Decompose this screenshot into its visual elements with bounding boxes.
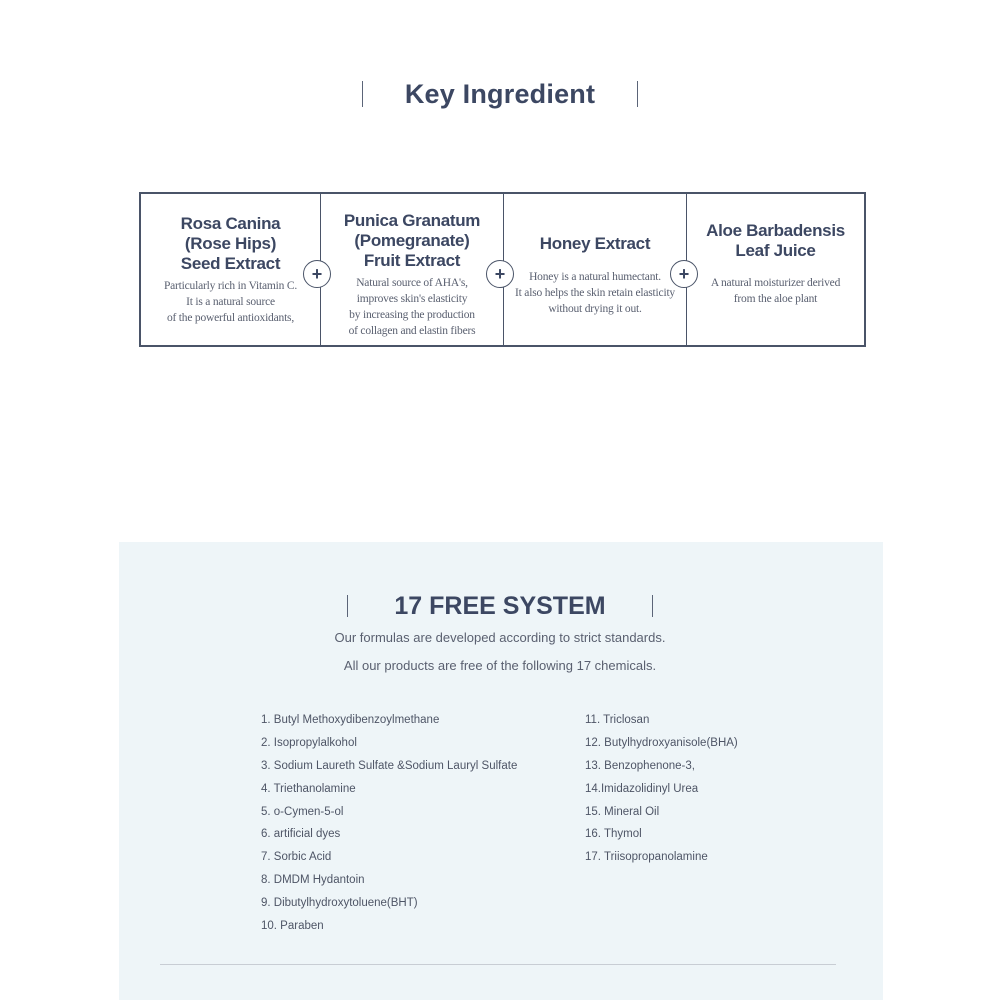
ingredient-name-line: (Rose Hips) <box>184 234 277 253</box>
ingredient-desc-line: Particularly rich in Vitamin C. <box>163 280 298 292</box>
list-item: 11. Triclosan <box>585 714 650 726</box>
heading-divider-right <box>637 81 638 107</box>
list-item: 8. DMDM Hydantoin <box>261 874 365 887</box>
ingredient-name <box>344 211 480 271</box>
ingredient-desc-line: of collagen and elastin fibers <box>348 325 476 337</box>
ingredient-name-line: Leaf Juice <box>735 241 816 260</box>
list-item: 14.Imidazolidinyl Urea <box>585 782 699 795</box>
ingredient-rosa-canina <box>141 194 320 345</box>
heading-divider-left <box>347 595 348 617</box>
key-ingredient-title: Key Ingredient <box>404 78 596 109</box>
ingredient-aloe-barbadensis <box>686 194 864 345</box>
ingredient-name-line: Punica Granatum <box>343 211 481 230</box>
ingredient-name-line: Honey Extract <box>539 234 651 253</box>
ingredient-desc-line: It is a natural source <box>186 296 275 308</box>
ingredient-punica-granatum <box>320 194 503 345</box>
chemical-list-right <box>585 709 738 869</box>
ingredients-box <box>139 192 866 347</box>
list-item: 3. Sodium Laureth Sulfate &Sodium Lauryl Sulfate <box>261 759 518 772</box>
ingredient-name-line: Aloe Barbadensis <box>706 221 845 240</box>
ingredient-name-line: Seed Extract <box>180 254 281 273</box>
ingredient-desc-line: It also helps the skin retain elasticity <box>515 287 675 299</box>
chemical-list-left <box>261 709 517 938</box>
ingredient-description <box>349 275 476 339</box>
list-item: 10. Paraben <box>261 920 324 933</box>
ingredient-name <box>181 214 281 274</box>
free-system-subtitle-2: All our products are free of the following 17 chemicals. <box>343 658 657 673</box>
list-item: 12. Butylhydroxyanisole(BHA) <box>585 736 738 749</box>
free-system-title: 17 FREE SYSTEM <box>394 591 606 620</box>
ingredient-desc-line: Honey is a natural humectant. <box>529 271 661 283</box>
list-item: 13. Benzophenone-3, <box>585 759 695 772</box>
ingredient-desc-line: A natural moisturizer derived <box>710 277 841 289</box>
list-item: 7. Sorbic Acid <box>261 851 332 864</box>
list-item: 5. o-Cymen-5-ol <box>261 805 344 818</box>
ingredient-desc-line: improves skin's elasticity <box>356 293 468 305</box>
ingredient-desc-line: Natural source of AHA's, <box>356 277 468 289</box>
ingredient-honey-extract <box>503 194 686 345</box>
plus-icon: + <box>303 260 331 288</box>
ingredient-description <box>711 275 840 307</box>
ingredient-desc-line: by increasing the production <box>349 309 475 321</box>
ingredient-name-line: Rosa Canina <box>180 214 281 233</box>
ingredient-name-line: Fruit Extract <box>363 251 461 270</box>
list-item: 1. Butyl Methoxydibenzoylmethane <box>261 714 440 726</box>
ingredient-desc-line: without drying it out. <box>548 303 642 315</box>
ingredient-description <box>515 269 675 317</box>
plus-icon: + <box>670 260 698 288</box>
list-item: 17. Triisopropanolamine <box>585 851 708 864</box>
ingredient-name-line: (Pomegranate) <box>354 231 470 250</box>
list-item: 15. Mineral Oil <box>585 805 660 818</box>
heading-divider-left <box>362 81 363 107</box>
list-item: 2. Isopropylalkohol <box>261 736 357 749</box>
list-item: 4. Triethanolamine <box>261 782 356 795</box>
bottom-divider <box>160 964 836 965</box>
heading-divider-right <box>652 595 653 617</box>
plus-icon: + <box>486 260 514 288</box>
list-item: 16. Thymol <box>585 828 642 841</box>
ingredient-name <box>706 221 845 261</box>
list-item: 9. Dibutylhydroxytoluene(BHT) <box>261 897 418 910</box>
ingredient-name <box>540 234 650 254</box>
ingredient-description <box>164 278 297 326</box>
free-system-heading <box>0 588 1000 624</box>
ingredient-desc-line: of the powerful antioxidants, <box>166 312 295 324</box>
list-item: 6. artificial dyes <box>261 828 341 841</box>
key-ingredient-heading <box>0 72 1000 116</box>
free-system-subtitle-1: Our formulas are developed according to strict standards. <box>334 630 666 645</box>
ingredient-desc-line: from the aloe plant <box>733 293 818 305</box>
